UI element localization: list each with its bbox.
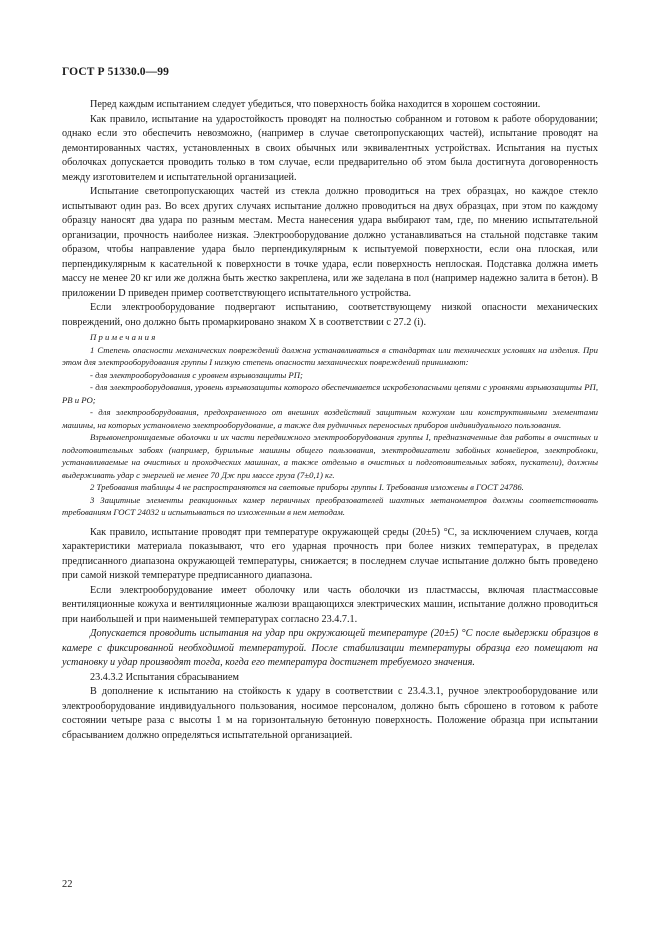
spacer [62,519,598,526]
paragraph: Перед каждым испытанием следует убедиться, что поверхность бойка находится в хорошем состоянии. [90,99,541,110]
paragraph: Как правило, испытание на ударостойкость проводят на полностью собранном и готовом к работе оборудовании; однако если это обеспечить невозможно, (например в случае светопропускающих частей), испытание проводят на демонтированных частях, установленных в своих обычных или эквивалентных устройствах. Испытания на пустых оболочках допускается проводить только в том случае, если предварительно об этом была достигнута договоренность между изготовителем и испытательной организацией. [62,113,598,183]
note-item: 1 Степень опасности механических повреждений должна устанавливаться в стандартах или технических условиях на изделия. При этом для электрооборудования группы I низкую степень опасности механических повреждений принимают: [62,344,598,367]
note-item: - для электрооборудования с уровнем взрывозащиты РП; [90,369,303,380]
paragraph: Испытание светопропускающих частей из стекла должно проводиться на трех образцах, но каждое стекло испытывают один раз. Во всех других случаях испытание должно проводиться на двух образцах, при этом по каждому образцу наносят два удара по разным местам. Места нанесения удара выбирают там, где, по мнению испытательной организации, прочность наиболее низкая. Электрооборудование должно устанавливаться на стальной подставке таким образом, чтобы направление удара было перпендикулярным к испытуемой поверхности, если она плоская, или перпендикулярным к касательной к поверхности в точке удара, если поверхность неплоская. Подставка должна иметь массу не менее 20 кг или же должна быть жестко закреплена, или же заделана в пол (например надежно залита в бетон). В приложении D приведен пример соответствующего испытательного устройства. [62,186,598,299]
note-item: - для электрооборудования, предохраненного от внешних воздействий защитным кожухом или конструктивными элементами машины, на которых установлено электрооборудование, а также для рудничных переносных приборов индивидуального пользования. [62,407,598,430]
note-item: Взрывонепроницаемые оболочки и их части передвижного электрооборудования группы I, предназначенные для работы в очистных и подготовительных забоях (например, бурильные машины общего пользования, электродвигатели забойных конвейеров, электроблоки, устанавливаемые на очистных и проходческих машинах, а также отдельно в очистных и подготовительных забоях, пускатели), должны выдерживать удар с энергией не менее 70 Дж при массе груза (7±0,1) кг. [62,432,598,480]
section-text: В дополнение к испытанию на стойкость к удару в соответствии с 23.4.3.1, ручное электрооборудование или электрооборудование индивидуального пользования, носимое персоналом, должно быть сброшено в готовом к работе состоянии четыре раза с высоты 1 м на горизонтальную бетонную поверхность. Положение образца при испытании сбрасыванием должно определяться испытательной организацией. [62,686,598,741]
page-body [62,98,598,743]
paragraph: Как правило, испытание проводят при температуре окружающей среды (20±5) °С, за исключением случаев, когда характеристики материала показывают, что его ударная прочность при более низких температурах, в пределах предписанного диапазона окружающей температуры, снижается; в последнем случае испытание должно быть проведено при самой низкой температуре предписанного диапазона. [62,526,598,581]
italic-paragraph: Допускается проводить испытания на удар при окружающей температуре (20±5) °С после выдержки образцов в камере с фиксированной необходимой температурой. После стабилизации температуры образца его помещают на установку и удар производят тогда, когда его температура достигнет требуемого значения. [62,628,598,668]
note-item: - для электрооборудования, уровень взрывозащиты которого обеспечивается искробезопасными цепями с уровнями взрывозащиты РП, РВ и РО; [62,382,598,405]
paragraph: Если электрооборудование имеет оболочку или часть оболочки из пластмассы, включая пластмассовые вентиляционные кожуха и вентиляционные жалюзи вращающихся электрических машин, испытание должно проводиться при наибольшей и при наименьшей температурах согласно 23.4.7.1. [62,584,598,625]
notes-heading: Примечания [90,332,158,342]
document-code: ГОСТ Р 51330.0—99 [62,66,169,78]
notes-block [62,331,598,519]
paragraph: Если электрооборудование подвергают испытанию, соответствующему низкой опасности механических повреждений, оно должно быть промаркировано знаком X в соответствии с 27.2 (i). [62,302,598,328]
section-heading: 23.4.3.2 Испытания сбрасыванием [90,671,239,683]
page-number: 22 [62,879,73,890]
note-item: 3 Защитные элементы реакционных камер первичных преобразователей шахтных метанометров должны соответствовать требованиям ГОСТ 24032 и испытываться по изложенным в нем методам. [62,494,598,517]
note-item: 2 Требования таблицы 4 не распространяются на световые приборы группы I. Требования изложены в ГОСТ 24786. [90,482,524,492]
